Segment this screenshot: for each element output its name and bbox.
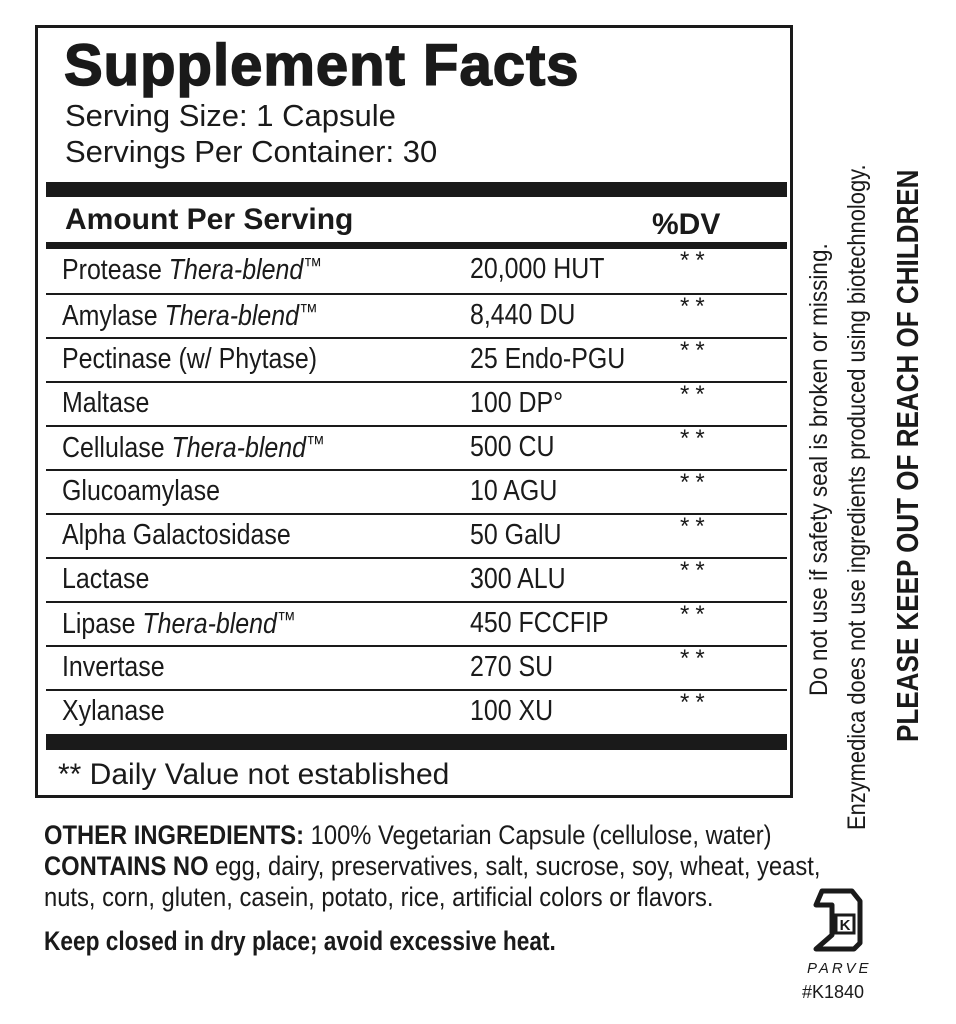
ingredient-dv: ** [680,645,711,672]
ingredient-name [62,475,220,508]
contains-no-line-2: nuts, corn, gluten, casein, potato, rice, artificial colors or flavors. [44,882,714,912]
ingredient-name [62,519,291,552]
panel-title: Supplement Facts [64,33,580,98]
table-row [46,469,787,513]
ingredient-label: Cellulase [62,432,172,464]
dv-header: %DV [652,208,721,241]
ingredient-name [62,253,322,287]
brand-name: Thera-blend [168,254,304,286]
ingredient-dv: ** [680,469,711,496]
ingredient-dv: ** [680,381,711,408]
ingredient-label: Xylanase [62,695,165,727]
ingredient-label: Invertase [62,651,165,683]
supplement-facts-panel [35,25,793,798]
table-row [46,513,787,557]
brand-name: Thera-blend [171,432,306,464]
ingredient-dv: ** [680,247,711,274]
ingredient-dv: ** [680,337,711,364]
ingredient-amount: 450 FCCFIP [470,607,609,639]
table-row [46,249,787,293]
table-row [46,557,787,601]
ingredient-label: Protease [62,254,169,286]
seal-warning: Do not use if safety seal is broken or missing. [805,243,833,696]
ingredient-label: Pectinase (w/ Phytase) [62,343,318,375]
ingredient-amount: 50 GalU [470,519,562,551]
ingredient-label: Lactase [62,563,150,595]
ingredient-name [62,343,317,376]
ingredient-name [62,299,318,333]
ingredient-amount: 100 XU [470,695,554,727]
kosher-letter: K [839,917,851,934]
table-row [46,689,787,733]
table-row [46,425,787,469]
ingredient-dv: ** [680,557,711,584]
ingredient-name [62,651,165,684]
kosher-code: #K1840 [802,982,865,1002]
trademark-symbol: ™ [303,253,323,278]
ingredient-name [62,387,149,420]
brand-name: Thera-blend [142,608,277,640]
table-row [46,381,787,425]
other-ingredients-text: 100% Vegetarian Capsule (cellulose, water) [304,820,772,850]
table-row [46,293,787,337]
ingredient-dv: ** [680,425,711,452]
ingredient-name [62,563,149,596]
ingredient-amount: 100 DP° [470,387,564,419]
ingredient-name [62,431,325,465]
serving-size: Serving Size: 1 Capsule [65,98,396,133]
ingredient-dv: ** [680,601,711,628]
dv-footnote: ** Daily Value not established [58,758,450,791]
ingredient-name [62,695,165,728]
ingredient-amount: 10 AGU [470,475,558,507]
table-row [46,337,787,381]
kosher-parve-label: PARVE [807,960,872,977]
contains-no-line-1 [44,851,820,882]
kosher-k-icon [808,885,868,955]
brand-name: Thera-blend [164,300,300,332]
ingredient-label: Glucoamylase [62,475,221,507]
ingredient-dv: ** [680,513,711,540]
other-ingredients [44,820,772,851]
ingredient-label: Amylase [62,300,165,332]
top-thick-divider [46,182,787,197]
amount-per-serving-header: Amount Per Serving [65,203,354,236]
trademark-symbol: ™ [299,299,318,324]
ingredient-name [62,607,296,641]
ingredient-dv: ** [680,293,711,320]
ingredient-amount: 270 SU [470,651,554,683]
ingredient-label: Maltase [62,387,150,419]
ingredient-amount: 25 Endo-PGU [470,343,626,375]
ingredient-amount: 20,000 HUT [470,253,605,285]
table-row [46,645,787,689]
ingredient-label: Lipase [62,608,143,640]
ingredient-rows [46,249,787,733]
trademark-symbol: ™ [305,431,325,456]
bottom-thick-divider [46,734,787,750]
trademark-symbol: ™ [276,607,296,632]
ingredient-amount: 300 ALU [470,563,566,595]
table-row [46,601,787,645]
servings-per-container: Servings Per Container: 30 [65,134,438,169]
biotech-note: Enzymedica does not use ingredients produced using biotechnology. [843,164,871,831]
contains-no-text-1: egg, dairy, preservatives, salt, sucrose, soy, wheat, yeast, [208,851,821,881]
ingredient-amount: 8,440 DU [470,299,576,331]
children-warning: PLEASE KEEP OUT OF REACH OF CHILDREN [890,169,925,742]
other-ingredients-label: OTHER INGREDIENTS: [44,820,305,850]
contains-no-label: CONTAINS NO [44,851,209,881]
ingredient-label: Alpha Galactosidase [62,519,291,551]
storage-instructions: Keep closed in dry place; avoid excessive heat. [44,926,556,956]
ingredient-dv: ** [680,689,711,716]
ingredient-amount: 500 CU [470,431,555,463]
header-divider [46,242,787,249]
